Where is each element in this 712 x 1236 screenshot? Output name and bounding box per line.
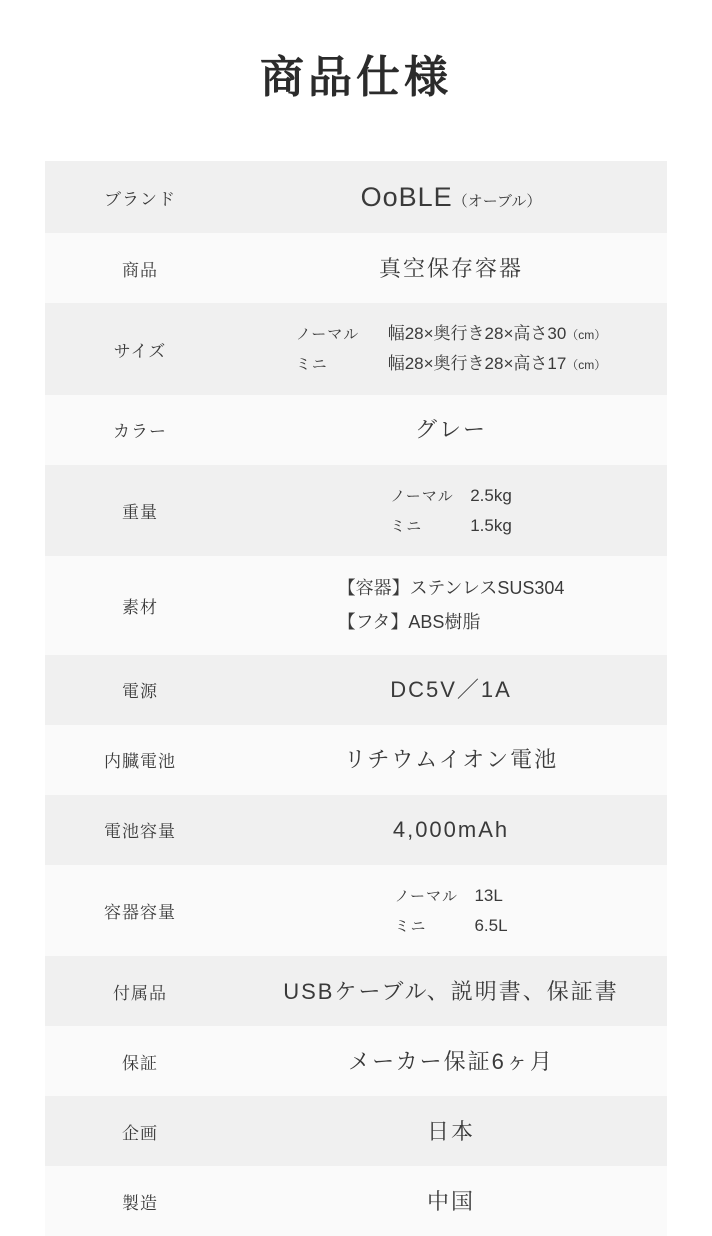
spec-value bbox=[235, 233, 667, 303]
spec-value-text: USBケーブル、説明書、保証書 bbox=[283, 978, 619, 1004]
variant-value-list bbox=[296, 319, 607, 379]
table-row bbox=[45, 1026, 667, 1096]
variant-row bbox=[296, 349, 607, 379]
spec-label: 容器容量 bbox=[104, 903, 176, 923]
variant-row bbox=[394, 911, 507, 941]
table-row bbox=[45, 556, 667, 655]
table-row bbox=[45, 233, 667, 303]
spec-label: 電源 bbox=[122, 682, 158, 702]
spec-label: 企画 bbox=[122, 1123, 158, 1143]
table-row bbox=[45, 395, 667, 465]
spec-value bbox=[235, 725, 667, 795]
table-row bbox=[45, 303, 667, 395]
variant-name: ノーマル bbox=[390, 487, 454, 505]
spec-value-text: 日本 bbox=[426, 1118, 475, 1144]
spec-value bbox=[235, 956, 667, 1026]
spec-value bbox=[235, 395, 667, 465]
spec-table-body bbox=[45, 161, 667, 1236]
brand-name-kana: （オーブル） bbox=[452, 192, 542, 210]
spec-label: 付属品 bbox=[113, 983, 167, 1003]
spec-label: 電池容量 bbox=[104, 822, 176, 842]
variant-row bbox=[390, 511, 512, 541]
spec-value bbox=[235, 1096, 667, 1166]
page-title: 商品仕様 bbox=[260, 53, 452, 102]
spec-value bbox=[235, 865, 667, 957]
table-row bbox=[45, 465, 667, 557]
variant-name: ミニ bbox=[394, 917, 427, 935]
spec-label: ブランド bbox=[104, 189, 176, 209]
variant-value-list bbox=[390, 481, 512, 541]
variant-value: 1.5kg bbox=[470, 515, 512, 535]
spec-label: サイズ bbox=[113, 341, 167, 361]
spec-label: 重量 bbox=[122, 503, 158, 523]
variant-value: 13L bbox=[474, 885, 503, 905]
brand-name: OoBLE bbox=[360, 181, 453, 212]
material-line-list bbox=[338, 572, 565, 639]
variant-name: ミニ bbox=[295, 356, 328, 374]
variant-value: 2.5kg bbox=[470, 485, 512, 505]
spec-value-text: 真空保存容器 bbox=[378, 255, 523, 281]
spec-value-text: メーカー保証6ヶ月 bbox=[348, 1048, 554, 1074]
spec-value bbox=[235, 161, 667, 234]
product-spec-table bbox=[45, 161, 667, 1236]
table-row bbox=[45, 956, 667, 1026]
spec-value bbox=[235, 556, 667, 655]
table-row bbox=[45, 1096, 667, 1166]
spec-label: 商品 bbox=[122, 260, 158, 280]
spec-value-text: グレー bbox=[414, 417, 487, 443]
spec-value bbox=[235, 303, 667, 395]
spec-label: 保証 bbox=[122, 1053, 158, 1073]
brand-value bbox=[361, 177, 542, 218]
variant-unit: （cm） bbox=[566, 328, 607, 343]
spec-label: 素材 bbox=[122, 598, 158, 618]
table-row bbox=[45, 655, 667, 725]
variant-row bbox=[296, 319, 607, 349]
spec-value bbox=[235, 795, 667, 865]
table-row bbox=[45, 865, 667, 957]
variant-name: ノーマル bbox=[394, 887, 459, 905]
variant-name: ミニ bbox=[390, 517, 423, 535]
spec-value bbox=[235, 1026, 667, 1096]
variant-unit: （cm） bbox=[566, 358, 607, 373]
spec-label: 内臓電池 bbox=[104, 752, 176, 772]
variant-value: 6.5L bbox=[474, 915, 508, 935]
variant-value: 幅28×奥行き28×高さ17 bbox=[387, 354, 567, 374]
spec-value-text: 4,000mAh bbox=[392, 817, 510, 843]
spec-value-text: リチウムイオン電池 bbox=[343, 747, 559, 773]
spec-value bbox=[235, 655, 667, 725]
material-line: 【フタ】ABS樹脂 bbox=[337, 611, 481, 632]
variant-row bbox=[394, 881, 507, 911]
spec-value-text: 中国 bbox=[426, 1188, 475, 1214]
spec-value bbox=[235, 465, 667, 557]
material-line: 【容器】ステンレスSUS304 bbox=[337, 578, 565, 599]
table-row bbox=[45, 795, 667, 865]
spec-label: カラー bbox=[113, 422, 167, 442]
variant-value: 幅28×奥行き28×高さ30 bbox=[387, 324, 567, 344]
spec-value-text: DC5V／1A bbox=[390, 677, 512, 703]
variant-row bbox=[390, 481, 512, 511]
table-row bbox=[45, 1166, 667, 1236]
variant-name: ノーマル bbox=[295, 326, 360, 344]
spec-label: 製造 bbox=[122, 1193, 158, 1213]
variant-value-list bbox=[394, 881, 507, 941]
table-row bbox=[45, 725, 667, 795]
table-row bbox=[45, 161, 667, 234]
spec-value bbox=[235, 1166, 667, 1236]
